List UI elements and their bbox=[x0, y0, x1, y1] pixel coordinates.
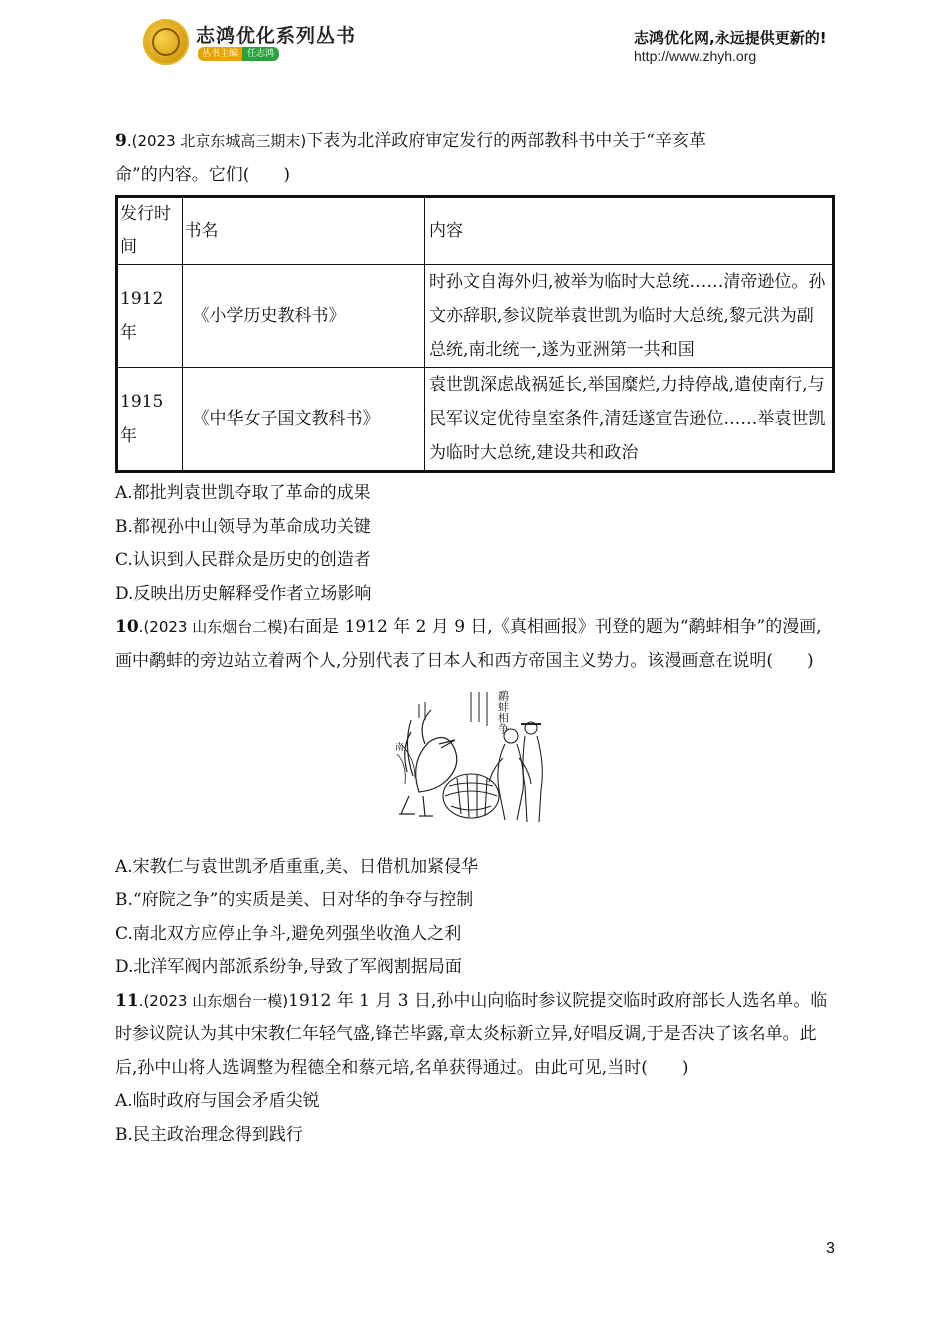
question-11-option-b: B.民主政治理念得到践行 bbox=[115, 1124, 303, 1145]
row-content: 时孙文自海外归,被举为临时大总统……清帝逊位。孙文亦辞职,参议院举袁世凯为临时大总统,黎元洪为副总统,南北统一,遂为亚洲第一共和国 bbox=[424, 265, 833, 368]
question-content bbox=[115, 125, 837, 1152]
question-11-number: 11 bbox=[115, 990, 139, 1011]
site-url-link[interactable]: http://www.zhyh.org bbox=[634, 48, 757, 64]
question-9-option-d: D.反映出历史解释受作者立场影响 bbox=[115, 583, 372, 604]
question-9-option-c: C.认识到人民群众是历史的创造者 bbox=[115, 550, 371, 570]
cartoon-signature: 南 bbox=[395, 743, 405, 753]
row-book: 《小学历史教科书》 bbox=[182, 265, 424, 368]
row-content: 袁世凯深虑战祸延长,举国糜烂,力持停战,遣使南行,与民军议定优待皇室条件,清廷遂宣告逊位……举袁世凯为临时大总统,建设共和政治 bbox=[424, 368, 833, 472]
header-content: 内容 bbox=[424, 197, 833, 265]
question-9-option-a: A.都批判袁世凯夺取了革命的成果 bbox=[115, 483, 371, 503]
cartoon-caption-scribbles bbox=[419, 692, 487, 726]
question-10-option-c: C.南北双方应停止争斗,避免列强坐收渔人之利 bbox=[115, 923, 462, 944]
question-11-stem bbox=[115, 985, 837, 1086]
question-11-source: .(2023 山东烟台一模) bbox=[138, 991, 289, 1010]
question-9-source: .(2023 北京东城高三期末) bbox=[126, 132, 307, 150]
snipe-bird bbox=[397, 710, 457, 816]
question-11-option-a: A.临时政府与国会矛盾尖锐 bbox=[115, 1091, 320, 1111]
question-11-stem-text: 1912 年 1 月 3 日,孙中山向临时参议院提交临时政府部长人选名单。临时参议院认为其中宋教仁年轻气盛,锋芒毕露,章太炎标新立异,好唱反调,于是否决了该名单。此后,孙中山将人选调整为程德全和蔡元培,名单获得通过。由此可见,当时( ) bbox=[115, 990, 828, 1078]
clam-shell bbox=[443, 774, 499, 818]
question-9-stem bbox=[115, 125, 837, 192]
row-time: 1915年 bbox=[117, 368, 183, 472]
question-9-stem-line2: 命”的内容。它们( ) bbox=[115, 164, 290, 185]
question-9-option-b: B.都视孙中山领导为革命成功关键 bbox=[115, 516, 371, 537]
snipe-clam-cartoon bbox=[379, 684, 549, 832]
row-time: 1912年 bbox=[117, 265, 183, 368]
brand-editor-label: 丛书主编 bbox=[198, 47, 242, 61]
row-book: 《中华女子国文教科书》 bbox=[182, 368, 424, 472]
textbook-comparison-table bbox=[115, 195, 835, 473]
table-header-row bbox=[117, 197, 834, 265]
header-time: 发行时间 bbox=[117, 197, 183, 265]
table-row bbox=[117, 368, 834, 472]
table-row bbox=[117, 265, 834, 368]
site-slogan: 志鸿优化网,永远提供更新的! bbox=[634, 29, 827, 47]
question-10-stem-text: 右面是 1912 年 2 月 9 日,《真相画报》刊登的题为“鹬蚌相争”的漫画,画中鹬蚌的旁边站立着两个人,分别代表了日本人和西方帝国主义势力。该漫画意在说明( ) bbox=[115, 617, 822, 671]
brand-title: 志鸿优化系列丛书 bbox=[196, 25, 357, 47]
question-9-stem-line1: 下表为北洋政府审定发行的两部教科书中关于“辛亥革 bbox=[306, 131, 706, 151]
page-header bbox=[0, 0, 950, 90]
question-9-number: 9 bbox=[115, 131, 127, 151]
question-10-option-d: D.北洋军阀内部派系纷争,导致了军阀割据局面 bbox=[115, 957, 462, 977]
question-10-source: .(2023 山东烟台二模) bbox=[138, 618, 289, 636]
brand-subtitle bbox=[198, 47, 290, 61]
header-book: 书名 bbox=[182, 197, 424, 265]
question-10-option-a: A.宋教仁与袁世凯矛盾重重,美、日借机加紧侵华 bbox=[115, 856, 479, 877]
page-number: 3 bbox=[826, 1240, 835, 1257]
cartoon-caption: 鹬蚌相争 bbox=[496, 690, 510, 734]
question-10-option-b: B.“府院之争”的实质是美、日对华的争夺与控制 bbox=[115, 890, 474, 910]
question-10-stem bbox=[115, 611, 837, 678]
standing-figures bbox=[489, 722, 542, 822]
question-10-number: 10 bbox=[115, 617, 139, 637]
publisher-seal-icon bbox=[143, 19, 189, 65]
brand-editor-name: 任志鸿 bbox=[242, 47, 279, 61]
